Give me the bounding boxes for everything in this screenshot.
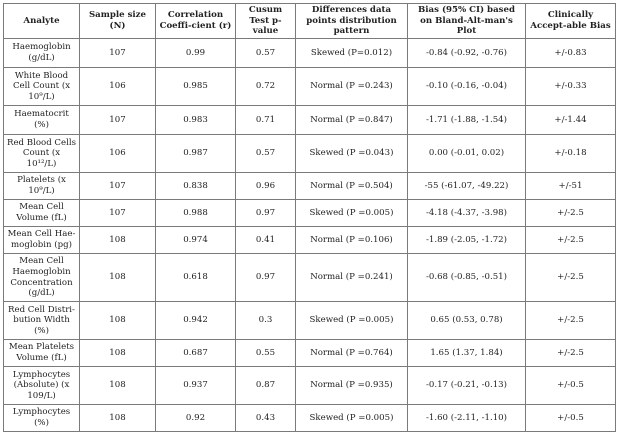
distribution-cell: Normal (P =0.243) — [296, 68, 408, 106]
bias-cell: -1.60 (-2.11, -1.10) — [408, 405, 526, 432]
analyte-cell: Mean Cell Volume (fL) — [4, 200, 80, 227]
bias-cell: -0.17 (-0.21, -0.13) — [408, 367, 526, 405]
correlation-cell: 0.99 — [156, 39, 236, 68]
bias-cell: 0.00 (-0.01, 0.02) — [408, 135, 526, 173]
cusum-cell: 0.3 — [236, 302, 296, 340]
cusum-cell: 0.97 — [236, 254, 296, 302]
cusum-cell: 0.57 — [236, 135, 296, 173]
acceptable-bias-cell: +/-2.5 — [526, 200, 616, 227]
analyte-cell: Mean Platelets Volume (fL) — [4, 340, 80, 367]
sample-size-cell: 106 — [80, 68, 156, 106]
distribution-cell: Normal (P =0.106) — [296, 227, 408, 254]
cusum-cell: 0.72 — [236, 68, 296, 106]
table-row — [4, 254, 616, 302]
bias-cell: -55 (-61.07, -49.22) — [408, 173, 526, 200]
correlation-cell: 0.987 — [156, 135, 236, 173]
acceptable-bias-cell: +/-0.18 — [526, 135, 616, 173]
analyte-cell: Mean Cell Hae-moglobin (pg) — [4, 227, 80, 254]
acceptable-bias-cell: +/-1.44 — [526, 106, 616, 135]
table-row — [4, 340, 616, 367]
cusum-cell: 0.87 — [236, 367, 296, 405]
analyte-cell: White Blood Cell Count (x 10⁹/L) — [4, 68, 80, 106]
analyte-cell: Platelets (x 10⁹/L) — [4, 173, 80, 200]
table-row — [4, 367, 616, 405]
analyte-cell: Mean Cell Haemoglobin Concentration (g/dL) — [4, 254, 80, 302]
bias-cell: -4.18 (-4.37, -3.98) — [408, 200, 526, 227]
distribution-cell: Normal (P =0.241) — [296, 254, 408, 302]
correlation-cell: 0.985 — [156, 68, 236, 106]
sample-size-cell: 108 — [80, 254, 156, 302]
table-row — [4, 106, 616, 135]
analyte-cell: Red Blood Cells Count (x 10¹²/L) — [4, 135, 80, 173]
table-row — [4, 39, 616, 68]
analyte-cell: Haematocrit (%) — [4, 106, 80, 135]
sample-size-cell: 106 — [80, 135, 156, 173]
sample-size-cell: 108 — [80, 367, 156, 405]
acceptable-bias-cell: +/-0.5 — [526, 367, 616, 405]
bias-cell: -0.10 (-0.16, -0.04) — [408, 68, 526, 106]
header-cusum: Cusum Test p-value — [236, 4, 296, 39]
distribution-cell: Skewed (P =0.005) — [296, 405, 408, 432]
table-row — [4, 227, 616, 254]
sample-size-cell: 107 — [80, 106, 156, 135]
distribution-cell: Normal (P =0.847) — [296, 106, 408, 135]
cusum-cell: 0.41 — [236, 227, 296, 254]
correlation-cell: 0.937 — [156, 367, 236, 405]
distribution-cell: Skewed (P =0.005) — [296, 302, 408, 340]
bias-cell: 1.65 (1.37, 1.84) — [408, 340, 526, 367]
correlation-cell: 0.974 — [156, 227, 236, 254]
analyte-cell: Lymphocytes (%) — [4, 405, 80, 432]
sample-size-cell: 108 — [80, 405, 156, 432]
sample-size-cell: 108 — [80, 340, 156, 367]
sample-size-cell: 108 — [80, 302, 156, 340]
acceptable-bias-cell: +/-2.5 — [526, 227, 616, 254]
table-row — [4, 173, 616, 200]
distribution-cell: Skewed (P =0.043) — [296, 135, 408, 173]
sample-size-cell: 107 — [80, 39, 156, 68]
distribution-cell: Normal (P =0.935) — [296, 367, 408, 405]
distribution-cell: Normal (P =0.504) — [296, 173, 408, 200]
cusum-cell: 0.71 — [236, 106, 296, 135]
distribution-cell: Skewed (P =0.005) — [296, 200, 408, 227]
table-row — [4, 302, 616, 340]
analyte-cell: Red Cell Distri-bution Width (%) — [4, 302, 80, 340]
distribution-cell: Skewed (P=0.012) — [296, 39, 408, 68]
header-bias: Bias (95% CI) based on Bland-Alt-man's Plot — [408, 4, 526, 39]
header-acceptable-bias: Clinically Accept-able Bias — [526, 4, 616, 39]
distribution-cell: Normal (P =0.764) — [296, 340, 408, 367]
acceptable-bias-cell: +/-2.5 — [526, 254, 616, 302]
acceptable-bias-cell: +/-2.5 — [526, 340, 616, 367]
cusum-cell: 0.97 — [236, 200, 296, 227]
table-row — [4, 135, 616, 173]
sample-size-cell: 107 — [80, 173, 156, 200]
bias-cell: -1.89 (-2.05, -1.72) — [408, 227, 526, 254]
table-row — [4, 68, 616, 106]
bias-cell: -0.68 (-0.85, -0.51) — [408, 254, 526, 302]
correlation-cell: 0.92 — [156, 405, 236, 432]
header-correlation: Correlation Coeffi-cient (r) — [156, 4, 236, 39]
correlation-cell: 0.687 — [156, 340, 236, 367]
correlation-cell: 0.983 — [156, 106, 236, 135]
cusum-cell: 0.96 — [236, 173, 296, 200]
analyte-cell: Haemoglobin (g/dL) — [4, 39, 80, 68]
analyte-cell: Lymphocytes (Absolute) (x 109/L) — [4, 367, 80, 405]
sample-size-cell: 108 — [80, 227, 156, 254]
correlation-cell: 0.988 — [156, 200, 236, 227]
header-analyte: Analyte — [4, 4, 80, 39]
correlation-cell: 0.618 — [156, 254, 236, 302]
header-row — [4, 4, 616, 39]
acceptable-bias-cell: +/-0.33 — [526, 68, 616, 106]
results-table — [3, 3, 616, 432]
sample-size-cell: 107 — [80, 200, 156, 227]
cusum-cell: 0.57 — [236, 39, 296, 68]
cusum-cell: 0.55 — [236, 340, 296, 367]
bias-cell: -0.84 (-0.92, -0.76) — [408, 39, 526, 68]
header-sample-size: Sample size (N) — [80, 4, 156, 39]
correlation-cell: 0.942 — [156, 302, 236, 340]
header-distribution: Differences data points distribution pattern — [296, 4, 408, 39]
bias-cell: -1.71 (-1.88, -1.54) — [408, 106, 526, 135]
bias-cell: 0.65 (0.53, 0.78) — [408, 302, 526, 340]
acceptable-bias-cell: +/-51 — [526, 173, 616, 200]
acceptable-bias-cell: +/-0.5 — [526, 405, 616, 432]
acceptable-bias-cell: +/-0.83 — [526, 39, 616, 68]
cusum-cell: 0.43 — [236, 405, 296, 432]
table-row — [4, 200, 616, 227]
acceptable-bias-cell: +/-2.5 — [526, 302, 616, 340]
table-row — [4, 405, 616, 432]
correlation-cell: 0.838 — [156, 173, 236, 200]
